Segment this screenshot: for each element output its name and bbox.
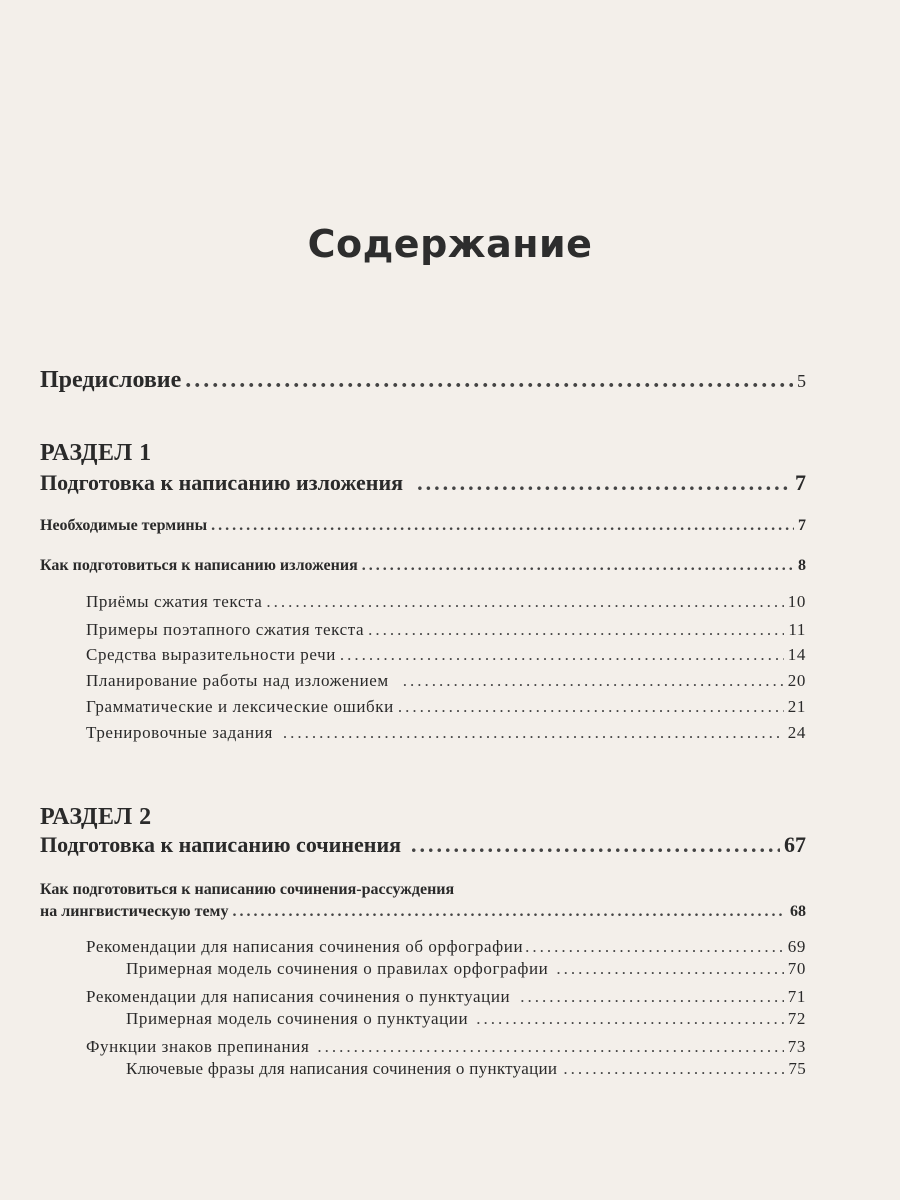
leader-dots xyxy=(185,367,793,394)
toc-entry-label: Функции знаков препинания xyxy=(86,1037,310,1056)
leader-dots xyxy=(411,832,780,858)
leader-dots xyxy=(398,697,784,717)
toc-entry-label: Грамматические и лексические ошибки xyxy=(86,697,394,716)
toc-entry-section1-title[interactable] xyxy=(40,470,806,496)
toc-entry-page: 75 xyxy=(788,1059,806,1078)
toc-entry-page: 70 xyxy=(787,959,806,978)
toc-entry-label: Тренировочные задания xyxy=(86,723,273,742)
toc-subentry[interactable] xyxy=(86,592,806,612)
toc-entry-label: Примерная модель сочинения о правилах орфографии xyxy=(126,959,549,978)
leader-dots xyxy=(317,1037,783,1057)
toc-entry-page: 73 xyxy=(787,1037,806,1056)
toc-subentry[interactable] xyxy=(86,1037,806,1057)
leader-dots xyxy=(525,937,784,957)
toc-subentry[interactable] xyxy=(86,671,806,691)
toc-subentry[interactable] xyxy=(86,645,806,665)
toc-entry-page: 7 xyxy=(795,470,806,495)
toc-entry-page: 24 xyxy=(787,723,806,742)
toc-entry[interactable] xyxy=(40,903,806,921)
toc-entry-page: 7 xyxy=(798,517,806,534)
toc-subentry[interactable] xyxy=(86,937,806,957)
toc-entry-line1[interactable]: Как подготовиться к написанию сочинения-рассуждения xyxy=(40,881,455,898)
leader-dots xyxy=(403,671,784,691)
toc-entry-preface[interactable] xyxy=(40,367,806,394)
toc-entry-label: Рекомендации для написания сочинения об орфографии xyxy=(86,937,524,956)
toc-entry-label: Средства выразительности речи xyxy=(86,645,336,664)
section-heading-1: РАЗДЕЛ 1 xyxy=(40,440,152,466)
leader-dots xyxy=(476,1009,784,1029)
leader-dots xyxy=(266,592,783,612)
toc-entry-page: 10 xyxy=(787,592,806,611)
toc-subentry[interactable] xyxy=(86,697,806,717)
toc-subsubentry[interactable] xyxy=(126,1059,806,1079)
toc-entry-label: Планирование работы над изложением xyxy=(86,671,389,690)
toc-entry-page: 8 xyxy=(798,557,806,574)
leader-dots xyxy=(563,1059,784,1079)
toc-entry-label: Приёмы сжатия текста xyxy=(86,592,263,611)
toc-entry-page: 14 xyxy=(787,645,806,664)
toc-entry-page: 69 xyxy=(787,937,806,956)
toc-entry-page: 20 xyxy=(787,671,806,690)
leader-dots xyxy=(417,470,791,496)
leader-dots xyxy=(283,723,784,743)
toc-entry-label: Как подготовиться к написанию изложения xyxy=(40,557,358,574)
toc-entry-label: на лингвистическую тему xyxy=(40,903,229,920)
toc-entry-label: Подготовка к написанию изложения xyxy=(40,470,404,495)
toc-entry-label: Примерная модель сочинения о пунктуации xyxy=(126,1009,469,1028)
leader-dots xyxy=(340,645,784,665)
toc-entry-label: Необходимые термины xyxy=(40,517,208,534)
toc-subentry[interactable] xyxy=(86,723,806,743)
toc-entry-label: Предисловие xyxy=(40,367,182,393)
toc-subsubentry[interactable] xyxy=(126,959,806,979)
toc-entry-page: 67 xyxy=(784,832,806,857)
leader-dots xyxy=(368,620,784,640)
leader-dots xyxy=(362,557,794,575)
toc-subsubentry[interactable] xyxy=(126,1009,806,1029)
leader-dots xyxy=(520,987,784,1007)
toc-entry-section2-title[interactable] xyxy=(40,832,806,858)
toc-entry-label: Примеры поэтапного сжатия текста xyxy=(86,620,365,639)
section-heading-2: РАЗДЕЛ 2 xyxy=(40,804,152,830)
toc-entry-page: 21 xyxy=(787,697,806,716)
toc-entry-label: Рекомендации для написания сочинения о пунктуации xyxy=(86,987,511,1006)
toc-entry-page: 71 xyxy=(787,987,806,1006)
toc-entry-page: 11 xyxy=(788,620,806,639)
page-title: Содержание xyxy=(307,222,593,266)
toc-subentry[interactable] xyxy=(86,620,806,640)
leader-dots xyxy=(232,903,786,921)
toc-entry-page: 72 xyxy=(787,1009,806,1028)
toc-entry-page: 5 xyxy=(797,371,806,391)
leader-dots xyxy=(556,959,783,979)
toc-entry[interactable] xyxy=(40,517,806,535)
toc-entry-label: Ключевые фразы для написания сочинения о пунктуации xyxy=(126,1059,558,1078)
toc-entry-label: Подготовка к написанию сочинения xyxy=(40,832,402,857)
toc-entry[interactable] xyxy=(40,557,806,575)
leader-dots xyxy=(211,517,794,535)
toc-subentry[interactable] xyxy=(86,987,806,1007)
toc-entry-page: 68 xyxy=(790,903,806,920)
